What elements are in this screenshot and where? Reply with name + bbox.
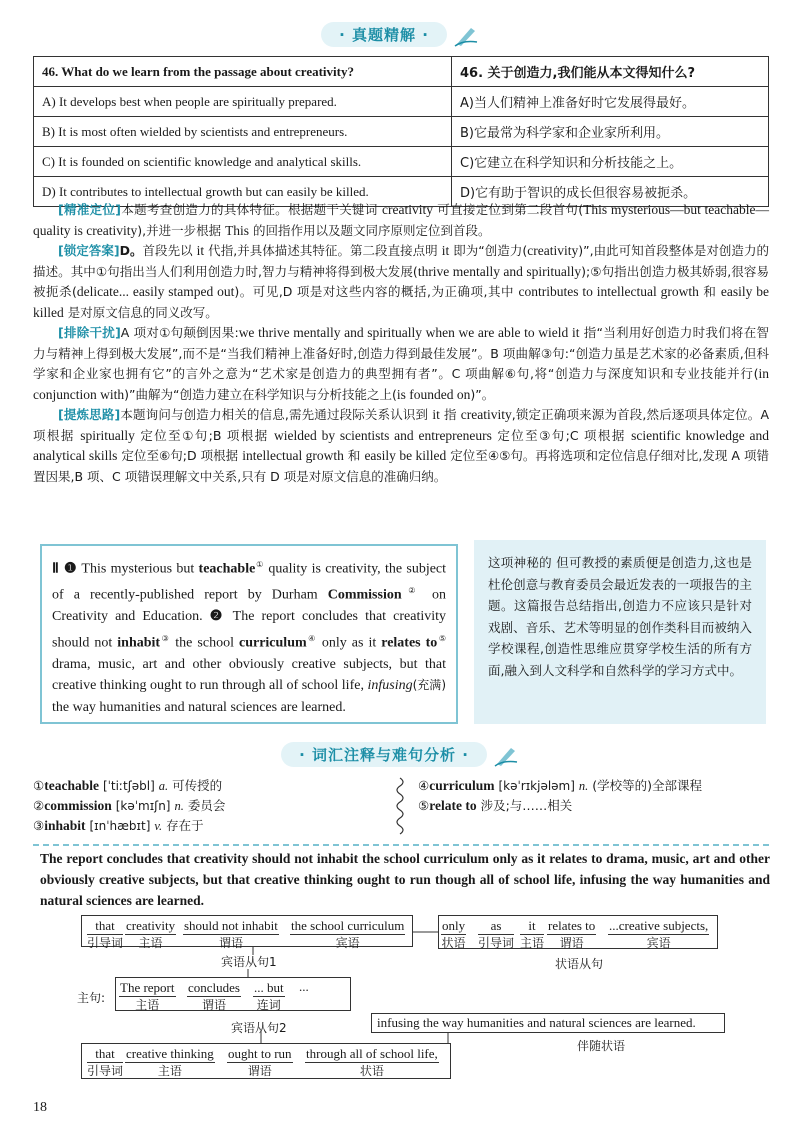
cell-role: 主语 (135, 998, 160, 1012)
vocab-num: ③ (33, 818, 45, 833)
text: the school (170, 635, 239, 651)
text-en: we thrive mentally and spiritually when we are able to wield it (238, 325, 580, 340)
text-en: it (432, 407, 440, 422)
cell-word: ought to run (228, 1046, 292, 1061)
question-table (33, 56, 769, 207)
footnote-mark: ④ (306, 633, 317, 643)
vocab-column (33, 776, 225, 836)
text-en: thrive mentally and spiritually (417, 263, 582, 279)
text: 的回指作用以及题文同序原则定位到首段。 (249, 222, 491, 238)
option-b-zh: B)它最常为科学家和企业家所利用。 (452, 117, 769, 147)
diagram-cell (441, 917, 466, 952)
tag-answer: [锁定答案] (58, 243, 120, 258)
text: )”曲解为“创造力建立在科学知识与分析技能之上( (124, 386, 397, 402)
text-en: it (441, 243, 450, 258)
text: This mysterious but (77, 561, 199, 577)
vocab-word: relate to (429, 798, 477, 813)
vocab-pos: n. (174, 799, 184, 813)
text: 和 (698, 284, 721, 299)
text: drama, music, art and other obviously creative subjects, but that creative thinking ought to run through all of school life, (52, 656, 446, 694)
vocab-item (33, 796, 225, 816)
footnote-mark: ① (255, 560, 265, 569)
vocab-ipa: [kəˈmɪʃn] (115, 799, 171, 813)
cell-role: 宾语 (646, 936, 671, 950)
analysis-section (33, 200, 769, 487)
vocab-item (33, 816, 225, 836)
cell-word: it (520, 917, 544, 935)
question-row (34, 57, 769, 87)
vocab-num: ⑤ (418, 798, 430, 813)
tag-locate: [精准定位] (58, 202, 122, 217)
cell-role: 谓语 (218, 936, 243, 950)
cell-role: 主语 (520, 936, 545, 950)
diagram-cell (547, 917, 596, 952)
text: quality is creativity, the subject of a recently-published report by Durham (52, 561, 447, 603)
clause2-label: 宾语从句2 (231, 1021, 287, 1035)
text-en: creativity (460, 407, 512, 422)
vocab-num: ④ (418, 778, 430, 793)
text: )”。 (470, 386, 495, 402)
question-en: 46. What do we learn from the passage about creativity? (34, 57, 452, 87)
diagram-cell (253, 979, 285, 1014)
text-en: scientific knowledge and analytical skills (33, 427, 769, 463)
text: )”,由此可知首段整体是对创造力的描述。其中①句指出当人们利用创造力时,智力与精神将得到极大发展( (33, 243, 769, 279)
text-en: wielded by scientists and entrepreneurs (274, 427, 492, 443)
diagram-cell (87, 917, 123, 952)
cell-word: the school curriculum (291, 918, 405, 933)
text-en: spiritually (80, 427, 135, 443)
main-clause-label: 主句: (77, 991, 106, 1005)
diagram-cell (125, 1045, 215, 1080)
cell-role: 引导词 (87, 1064, 124, 1078)
diagram-cell (227, 1045, 293, 1080)
text-en: it (196, 243, 205, 258)
cell-word: concludes (188, 980, 240, 995)
text: );⑤句指出创造力极其娇弱,很容易被扼杀( (33, 263, 769, 299)
footnote-mark: ② (401, 586, 422, 596)
text-en: delicate... easily stamped out (76, 284, 235, 299)
vocab-meaning: 委员会 (187, 798, 226, 813)
text: 可直接定位到第二段首句( (432, 202, 584, 217)
cell-role: 连词 (256, 998, 281, 1012)
question-zh: 46. 关于创造力,我们能从本文得知什么? (452, 57, 769, 87)
cell-word: as (478, 917, 514, 935)
vocab-meaning: (学校等的)全部课程 (592, 778, 703, 793)
section-title-exam (0, 22, 800, 48)
keyword: curriculum (238, 635, 307, 651)
vocab-pos: a. (158, 779, 169, 793)
diagram-cell (520, 917, 544, 952)
cell-role: 状语 (441, 936, 466, 950)
text: 定位至⑥句;D 项根据 (117, 448, 243, 463)
cell-role: 谓语 (201, 998, 226, 1012)
gloss: (充满) (412, 678, 446, 693)
analysis-method (33, 405, 769, 487)
vocab-num: ① (33, 778, 45, 793)
vocab-column (418, 776, 702, 816)
pen-icon (453, 24, 479, 48)
cell-role: 主语 (138, 936, 163, 950)
diagram-cell (478, 917, 514, 952)
answer-letter: D。 (119, 243, 143, 258)
analysis-locate (33, 200, 769, 241)
text: 定位至①句;B 项根据 (134, 427, 275, 443)
text-en: contributes to intellectual growth (518, 284, 699, 299)
diagram-cell (305, 1045, 439, 1080)
text: ,锁定正确项来源为首段,然后逐项具体定位。A 项根据 (33, 407, 769, 443)
option-c-zh: C)它建立在科学知识和分析技能之上。 (452, 147, 769, 177)
vocab-pos: v. (154, 819, 163, 833)
diagram-cell (119, 979, 176, 1014)
adverbial-label: 状语从句 (555, 957, 604, 971)
vocab-word: inhabit (44, 818, 86, 833)
option-row (34, 117, 769, 147)
main-clause-tail: ... (299, 979, 309, 994)
keyword: Commission (327, 587, 402, 603)
footnote-mark: ⑤ (437, 633, 446, 643)
text: 首段先以 (142, 243, 197, 258)
text: 指 (439, 407, 461, 422)
text-en: This mysterious—but teachable—quality is creativity (33, 202, 769, 238)
vocab-meaning: 涉及;与……相关 (480, 798, 573, 813)
text: A 项对①句颠倒因果: (120, 325, 239, 340)
keyword: teachable (198, 561, 256, 577)
vocab-word: commission (44, 798, 112, 813)
cell-word: ...creative subjects, (609, 918, 709, 933)
text: 和 (343, 448, 365, 463)
cell-word: The report (120, 980, 175, 995)
page-number: 18 (33, 1100, 47, 1115)
spiral-divider-icon (393, 776, 407, 838)
cell-word: through all of school life, (306, 1046, 438, 1061)
infusing-label: 伴随状语 (577, 1039, 626, 1053)
sentence-marker: ❶ (64, 561, 78, 577)
option-c-en: C) It is founded on scientific knowledge and analytical skills. (34, 147, 452, 177)
diagram-cell (183, 917, 279, 952)
cell-role: 谓语 (559, 936, 584, 950)
diagram-cell (187, 979, 241, 1014)
infusing-phrase: infusing the way humanities and natural sciences are learned. (377, 1015, 696, 1030)
text-en: intellectual growth (242, 448, 344, 463)
pen-icon (493, 744, 519, 768)
text: 即为“创造力( (449, 243, 528, 258)
cell-role: 引导词 (87, 936, 124, 950)
text-en: This (225, 222, 250, 238)
paragraph-number: Ⅱ (52, 561, 60, 577)
footnote-mark: ③ (160, 633, 171, 643)
text: only as it (316, 635, 382, 651)
sentence-marker: ❷ (209, 609, 226, 625)
diagram-cell (290, 917, 405, 952)
section-title-pill: · 真题精解 · (321, 22, 447, 47)
sentence-diagram (33, 905, 769, 1090)
vocab-ipa: [ɪnˈhæbɪt] (89, 819, 151, 833)
diagram-cell (87, 1045, 123, 1080)
text-en: in conjunction with (33, 366, 769, 402)
cell-role: 宾语 (335, 936, 360, 950)
vocab-ipa: [kəˈrɪkjələm] (498, 779, 575, 793)
vocab-meaning: 可传授的 (172, 778, 223, 793)
vocab-num: ② (33, 798, 45, 813)
option-d-en: D) It contributes to intellectual growth but can easily be killed. (34, 177, 452, 207)
diagram-cell (125, 917, 176, 952)
section-title-pill: · 词汇注释与难句分析 · (281, 742, 487, 767)
cell-word: should not inhabit (184, 918, 278, 933)
option-a-zh: A)当人们精神上准备好时它发展得最好。 (452, 87, 769, 117)
cell-role: 主语 (157, 1064, 182, 1078)
text-en: easily be killed (364, 448, 447, 463)
analysis-answer (33, 241, 769, 323)
clause1-label: 宾语从句1 (221, 955, 277, 969)
option-d-zh: D)它有助于智识的成长但很容易被扼杀。 (452, 177, 769, 207)
keyword: inhabit (117, 635, 161, 651)
vocab-word: curriculum (429, 778, 495, 793)
text: 本题询问与创造力相关的信息,需先通过段际关系认识到 (120, 407, 433, 422)
vocab-ipa: [ˈtiːtʃəbl] (102, 779, 155, 793)
translation-box: 这项神秘的 但可教授的素质便是创造力,这也是杜伦创意与教育委员会最近发表的一项报告的主题。这篇报告总结指出,创造力不应该只是针对戏剧、音乐、艺术等明显的创作类科目而被纳入学校课程,创造性思维应贯穿学校生活的所有方面,融入到人文科学和自然科学的学习方式中。 (474, 540, 766, 724)
vocab-item (418, 776, 702, 796)
option-a-en: A) It develops best when people are spiritually prepared. (34, 87, 452, 117)
cell-role: 状语 (359, 1064, 384, 1078)
difficult-sentence: The report concludes that creativity should not inhabit the school curriculum only as it relates to drama, music, art and other obviously creative subjects, but that creative thinking ought to run though all of school life, infusing the way humanities and natural sciences are learned. (40, 851, 770, 908)
text: 是对原文信息的同义改写。 (63, 304, 218, 320)
text: 指“当利用好创造力时我们将在智力与精神上得到极大发展”,而不是“当我们精神上准备好时,创造力得到最佳发展”。B 项曲解③句:“创造力虽是艺术家的必备素质,但科学家和企业家也拥有它”的言外之意为“艺术家是创造力的典型拥有者”。C 项曲解⑥句,将“创造力与深度知识和专业技能并行( (33, 325, 769, 381)
text: )。可见,D 项是对这些内容的概括,为正确项,其中 (234, 284, 519, 299)
cell-word: creative thinking (126, 1046, 214, 1061)
cell-word: that (87, 1045, 123, 1063)
cell-word: only (442, 918, 466, 933)
cell-role: 引导词 (478, 936, 515, 950)
cell-word: creativity (126, 918, 176, 933)
text: 本题考查创造力的具体特征。根据题干关键词 (121, 202, 382, 217)
keyword-italic: infusing (367, 678, 413, 694)
vocab-word: teachable (44, 778, 99, 793)
text-en: creativity (381, 202, 433, 217)
passage-box (40, 544, 458, 724)
text-en: creativity (527, 243, 579, 258)
tag-exclude: [排除干扰] (58, 325, 121, 340)
cell-word: relates to (548, 918, 596, 933)
text: 定位至③句;C 项根据 (491, 427, 632, 443)
vocab-meaning: 存在于 (166, 818, 204, 833)
vocab-pos: n. (578, 779, 589, 793)
vocab-item (33, 776, 225, 796)
diagram-cell (608, 917, 709, 952)
text: ),并进一步根据 (137, 222, 226, 238)
keyword: relates to (381, 635, 438, 651)
text: 代指,并具体描述其特征。第二段直接点明 (204, 243, 442, 258)
tag-method: [提炼思路] (58, 407, 121, 422)
text-en: easily be killed (33, 284, 769, 320)
option-row (34, 87, 769, 117)
option-b-en: B) It is most often wielded by scientists and entrepreneurs. (34, 117, 452, 147)
vocab-item (418, 796, 702, 816)
option-row (34, 147, 769, 177)
text: the way humanities and natural sciences are learned. (52, 699, 346, 715)
cell-role: 谓语 (247, 1064, 272, 1078)
analysis-exclude (33, 323, 769, 405)
text: 定位至④⑤句。再将选项和定位信息仔细对比,发现 A 项错置因果,B 项、C 项错误理解文中关系,只有 D 项是对原文信息的准确归纳。 (33, 448, 770, 484)
cell-word: ... but (254, 980, 284, 995)
section-title-vocab (0, 742, 800, 768)
text: The report concludes that creativity should not (52, 609, 447, 651)
text: on Creativity and Education. (52, 587, 446, 625)
cell-word: that (87, 917, 123, 935)
text-en: is founded on (396, 386, 471, 402)
divider (33, 844, 769, 846)
